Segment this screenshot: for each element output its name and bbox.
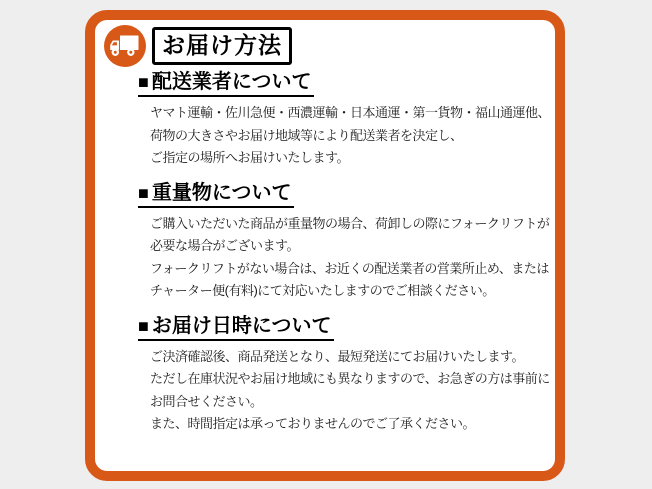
body-line: ヤマト運輸・佐川急便・西濃運輸・日本通運・第一貨物・福山通運他、 (150, 105, 551, 120)
section-heading (138, 314, 334, 341)
square-bullet-icon: ■ (138, 72, 149, 92)
section-body (150, 346, 554, 436)
sections-container (138, 70, 551, 436)
body-line: ご指定の場所へお届けいたします。 (150, 150, 349, 165)
body-line: 荷物の大きさやお届け地域等により配送業者を決定し、 (150, 127, 463, 143)
section-delivery-datetime (138, 314, 550, 436)
truck-icon (103, 24, 147, 68)
body-line: 必要な場合がございます。 (150, 238, 299, 253)
body-line: ただし在庫状況やお届け地域にも異なりますので、お急ぎの方は事前に (150, 371, 550, 386)
square-bullet-icon: ■ (138, 182, 149, 203)
body-line: チャーター便(有料)にて対応いたしますのでご相談ください。 (150, 283, 495, 298)
panel-header (103, 24, 555, 68)
section-shipping-carriers (138, 70, 551, 170)
section-body (150, 213, 554, 303)
body-line: また、時間指定は承っておりませんのでご了承ください。 (150, 416, 476, 431)
square-bullet-icon: ■ (138, 315, 149, 336)
section-heading-label: 配送業者について (151, 71, 312, 93)
body-line: ご決済確認後、商品発送となり、最短発送にてお届けいたします。 (150, 348, 524, 364)
body-line: フォークリフトがない場合は、お近くの配送業者の営業所止め、または (150, 260, 549, 276)
body-line: ご購入いただいた商品が重量物の場合、荷卸しの際にフォークリフトが (150, 215, 550, 231)
section-body (150, 102, 554, 170)
delivery-method-panel (85, 10, 565, 481)
panel-title-box (152, 27, 292, 65)
section-heavy-items (138, 181, 550, 303)
section-heading-label: 重量物について (151, 181, 292, 204)
section-heading (138, 70, 314, 97)
section-heading (138, 181, 294, 208)
panel-title: お届け方法 (162, 32, 282, 58)
section-heading-label: お届け日時について (151, 314, 332, 337)
body-line: お問合せください。 (150, 393, 263, 409)
